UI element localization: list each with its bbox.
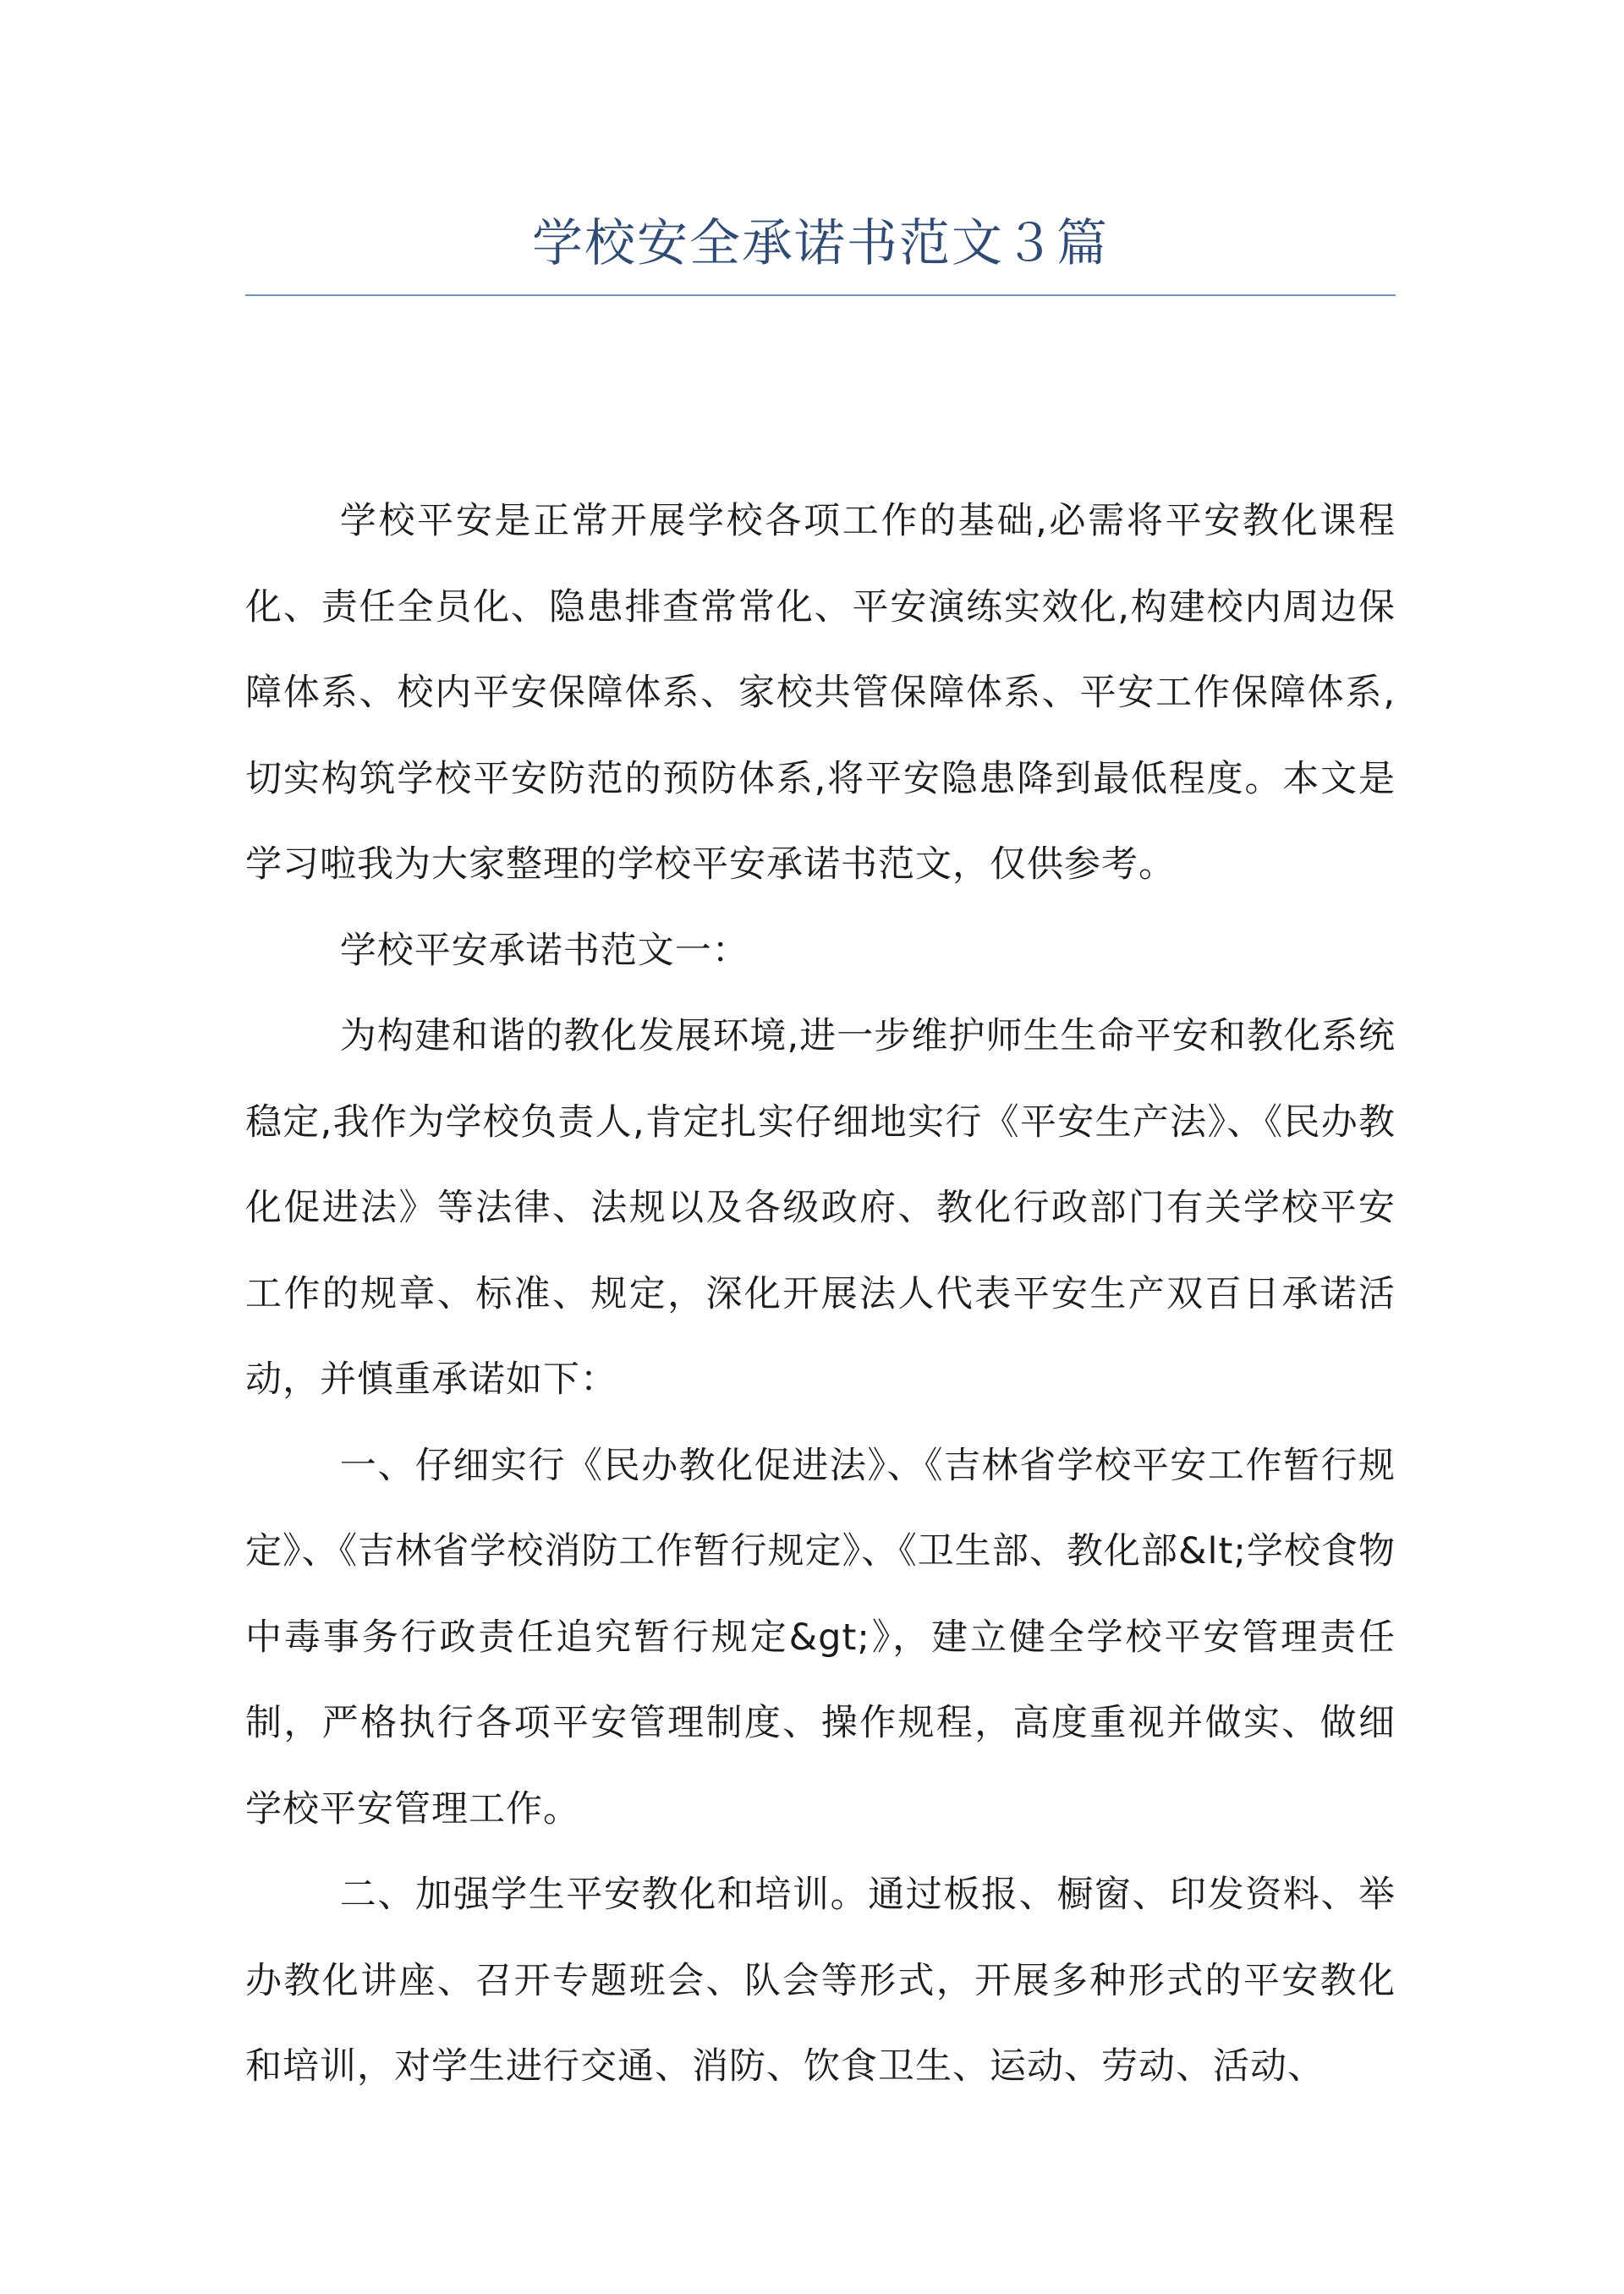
paragraph-commitment-intro: 为构建和谐的教化发展环境,进一步维护师生生命平安和教化系统稳定,我作为学校负责人,肯定扎实仔细地实行《平安生产法》、《民办教化促进法》等法律、法规以及各级政府、教化行政部门有关学校平安工作的规章、标准、规定，深化开展法人代表平安生产双百日承诺活动，并慎重承诺如下： xyxy=(245,1015,1396,1401)
paragraph-heading-sample-one: 学校平安承诺书范文一： xyxy=(339,929,749,972)
paragraph-intro: 学校平安是正常开展学校各项工作的基础,必需将平安教化课程化、责任全员化、隐患排查常常化、平安演练实效化,构建校内周边保障体系、校内平安保障体系、家校共管保障体系、平安工作保障体系,切实构筑学校平安防范的预防体系,将平安隐患降到最低程度。本文是学习啦我为大家整理的学校平安承诺书范文，仅供参考。 xyxy=(245,500,1396,886)
paragraph-item-two: 二、加强学生平安教化和培训。通过板报、橱窗、印发资料、举办教化讲座、召开专题班会、队会等形式，开展多种形式的平安教化和培训，对学生进行交通、消防、饮食卫生、运动、劳动、活动、 xyxy=(245,1874,1396,2088)
document-title: 学校安全承诺书范文３篇 xyxy=(532,214,1109,273)
title-divider xyxy=(245,294,1396,296)
paragraph-item-one: 一、仔细实行《民办教化促进法》、《吉林省学校平安工作暂行规定》、《吉林省学校消防工作暂行规定》、《卫生部、教化部&lt;学校食物中毒事务行政责任追究暂行规定&gt;》，建立健全学校平安管理责任制，严格执行各项平安管理制度、操作规程，高度重视并做实、做细学校平安管理工作。 xyxy=(245,1444,1396,1830)
document-body xyxy=(245,479,1396,2110)
